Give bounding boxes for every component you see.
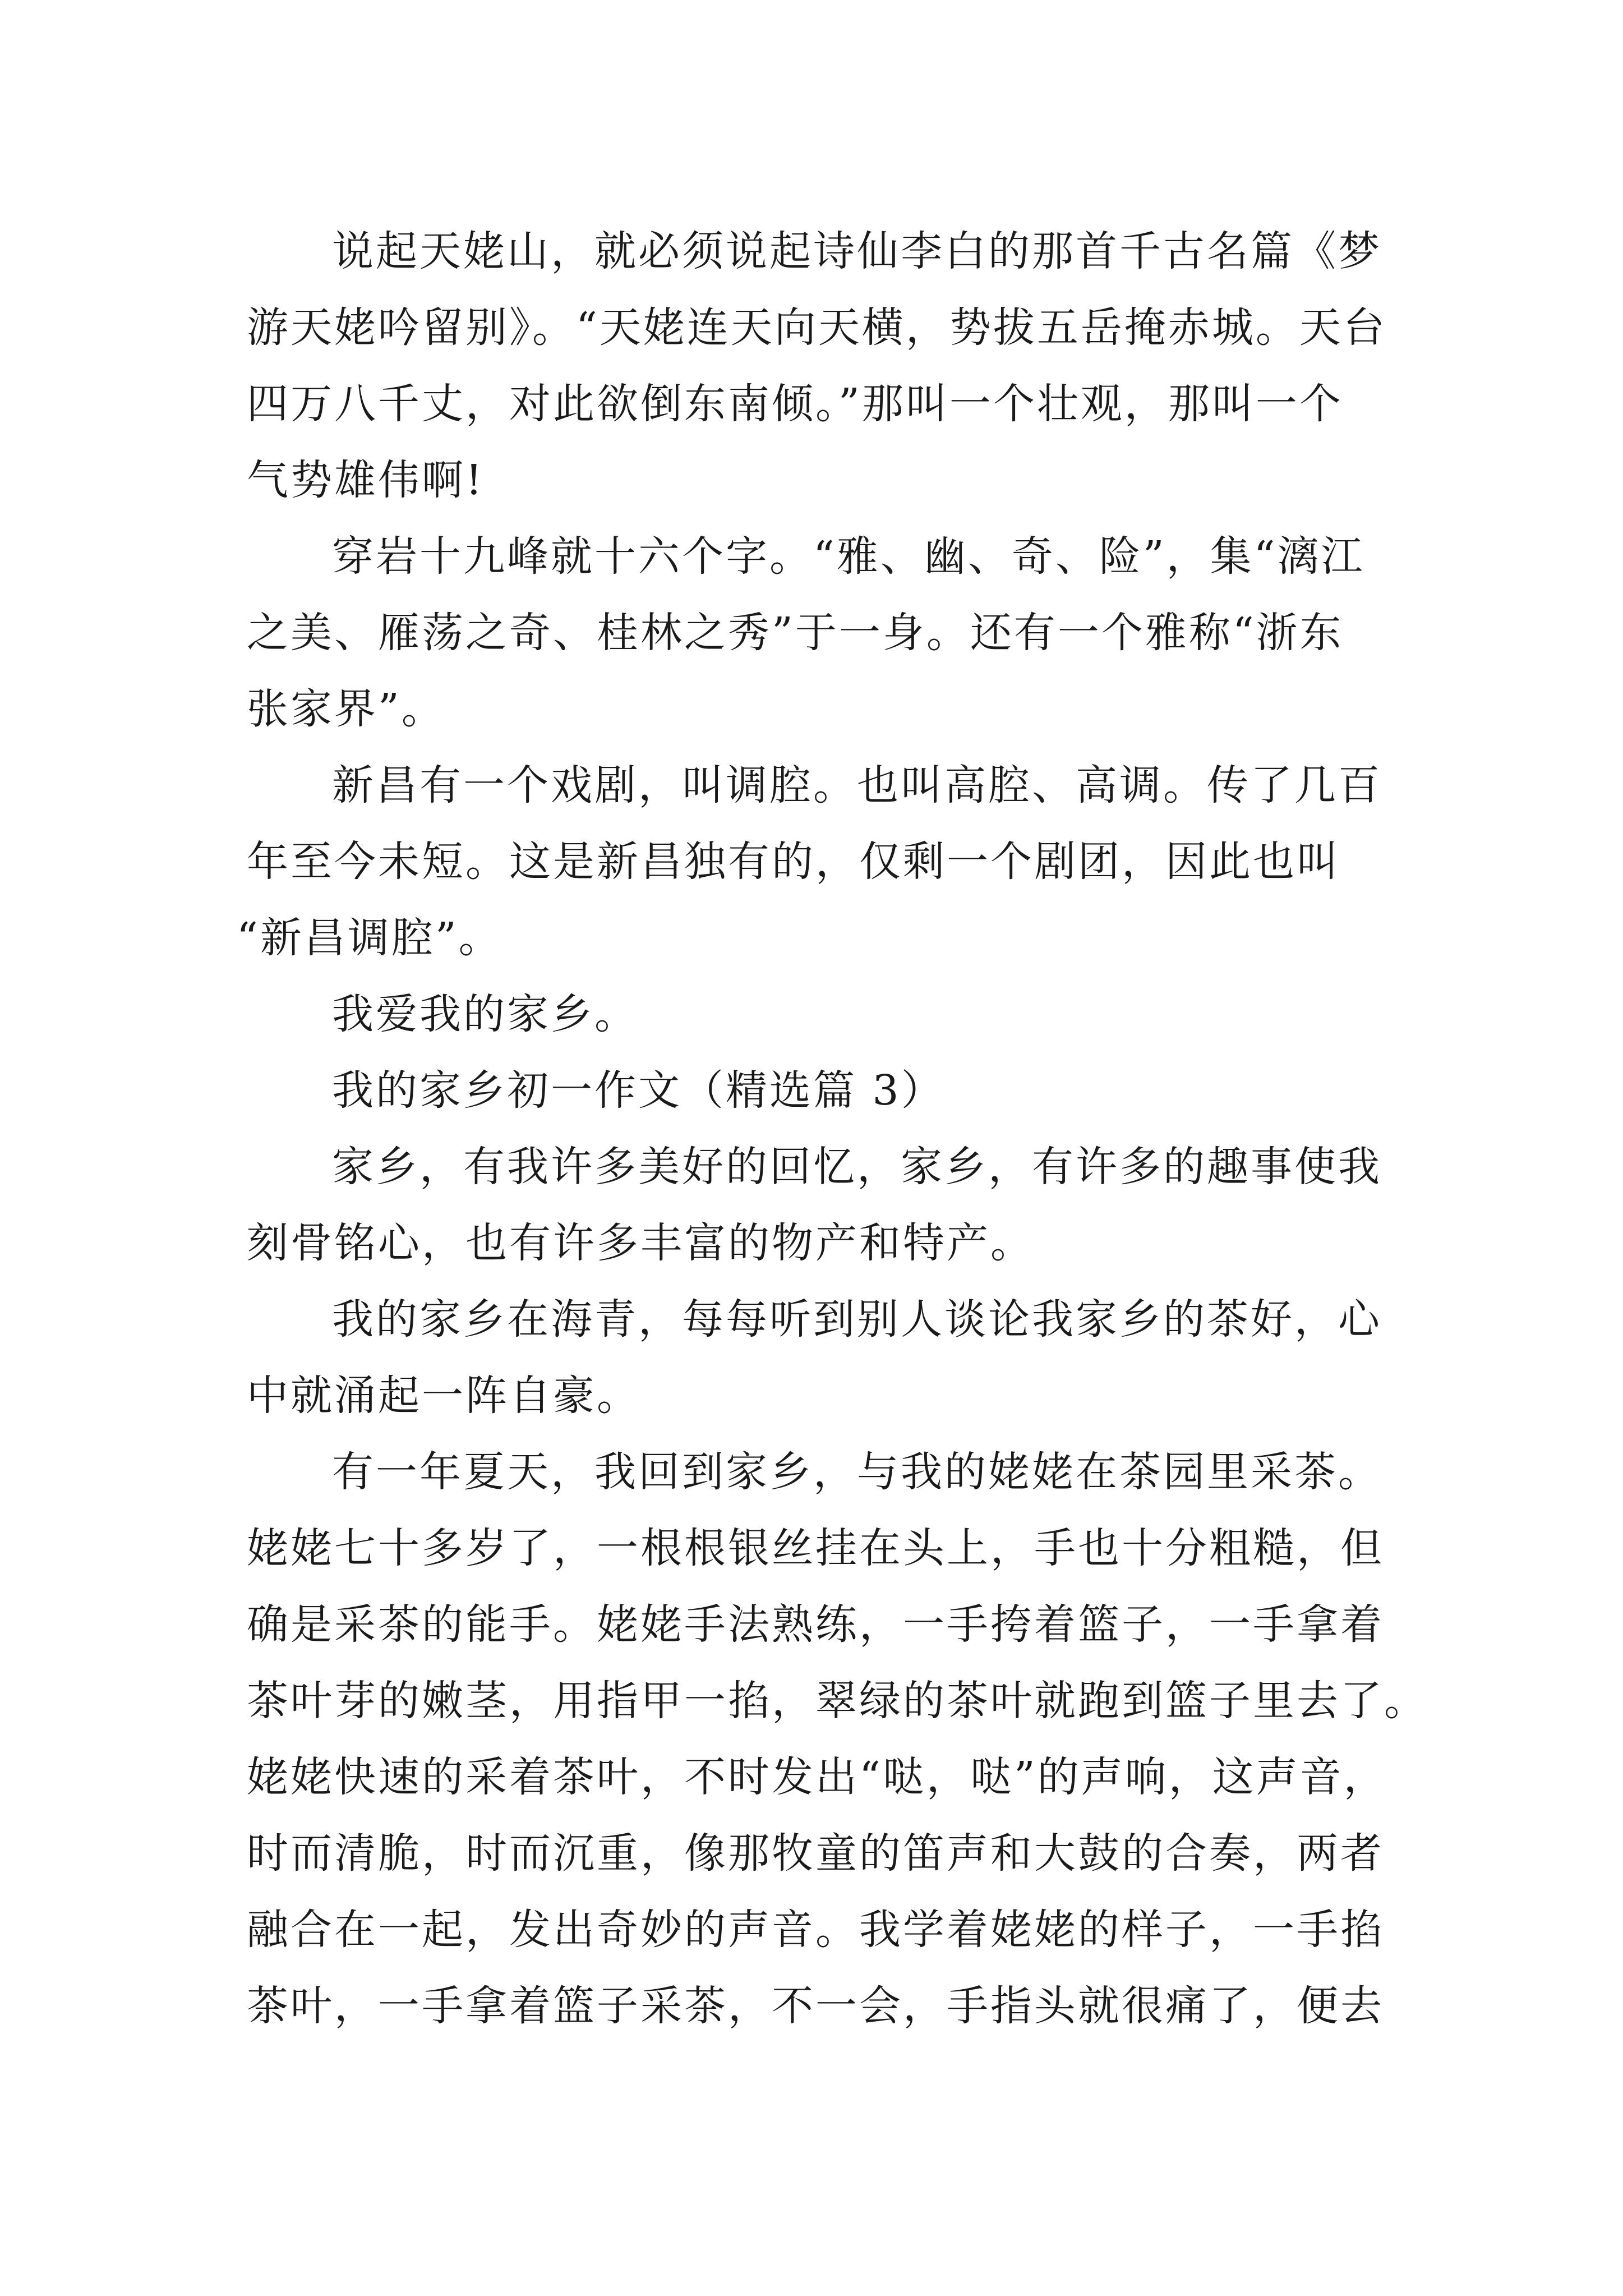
paragraph-line: 茶叶芽的嫩茎，用指甲一掐，翠绿的茶叶就跑到篮子里去了。 [247,1677,1428,1725]
paragraph-line: 年至今未短。这是新昌独有的，仅剩一个剧团，因此也叫 [247,838,1340,886]
section-heading: 我的家乡初一作文（精选篇 3） [332,1066,945,1115]
paragraph-line: 新昌有一个戏剧，叫调腔。也叫高腔、高调。传了几百 [332,761,1382,809]
paragraph-line: 刻骨铭心，也有许多丰富的物产和特产。 [247,1219,1034,1267]
paragraph-line: 穿岩十九峰就十六个字。“雅、幽、奇、险”，集“漓江 [332,532,1365,581]
paragraph-line: 之美、雁荡之奇、桂林之秀”于一身。还有一个雅称“浙东 [247,609,1344,657]
paragraph-line: 游天姥吟留别》。“天姥连天向天横，势拔五岳掩赤城。天台 [247,303,1387,352]
paragraph-line: 张家界”。 [247,685,445,733]
paragraph-line: 我的家乡在海青，每每听到别人谈论我家乡的茶好，心 [332,1295,1382,1343]
paragraph-line: 时而清脆，时而沉重，像那牧童的笛声和大鼓的合奏，两者 [247,1829,1384,1878]
paragraph-line: 茶叶，一手拿着篮子采茶，不一会，手指头就很痛了，便去 [247,1982,1384,2030]
paragraph-line: 四万八千丈，对此欲倒东南倾。”那叫一个壮观，那叫一个 [247,380,1343,428]
paragraph-line: 姥姥快速的采着茶叶，不时发出“哒，哒”的声响，这声音， [247,1753,1387,1801]
paragraph-line: 说起天姥山，就必须说起诗仙李白的那首千古名篇《梦 [332,227,1382,275]
paragraph-line: 我爱我的家乡。 [332,990,638,1038]
essay-body [237,213,1428,2044]
paragraph-line: 确是采茶的能手。姥姥手法熟练，一手挎着篮子，一手拿着 [247,1600,1384,1649]
paragraph-line: 家乡，有我许多美好的回忆，家乡，有许多的趣事使我 [332,1143,1382,1191]
paragraph-line: 气势雄伟啊! [247,456,485,504]
paragraph-line: 中就涌起一阵自豪。 [247,1372,640,1420]
paragraph-line: “新昌调腔”。 [237,914,502,962]
paragraph-line: 融合在一起，发出奇妙的声音。我学着姥姥的样子，一手掐 [247,1906,1384,1954]
paragraph-line: 姥姥七十多岁了，一根根银丝挂在头上，手也十分粗糙，但 [247,1524,1384,1572]
paragraph-line: 有一年夏天，我回到家乡，与我的姥姥在茶园里采茶。 [332,1448,1382,1496]
